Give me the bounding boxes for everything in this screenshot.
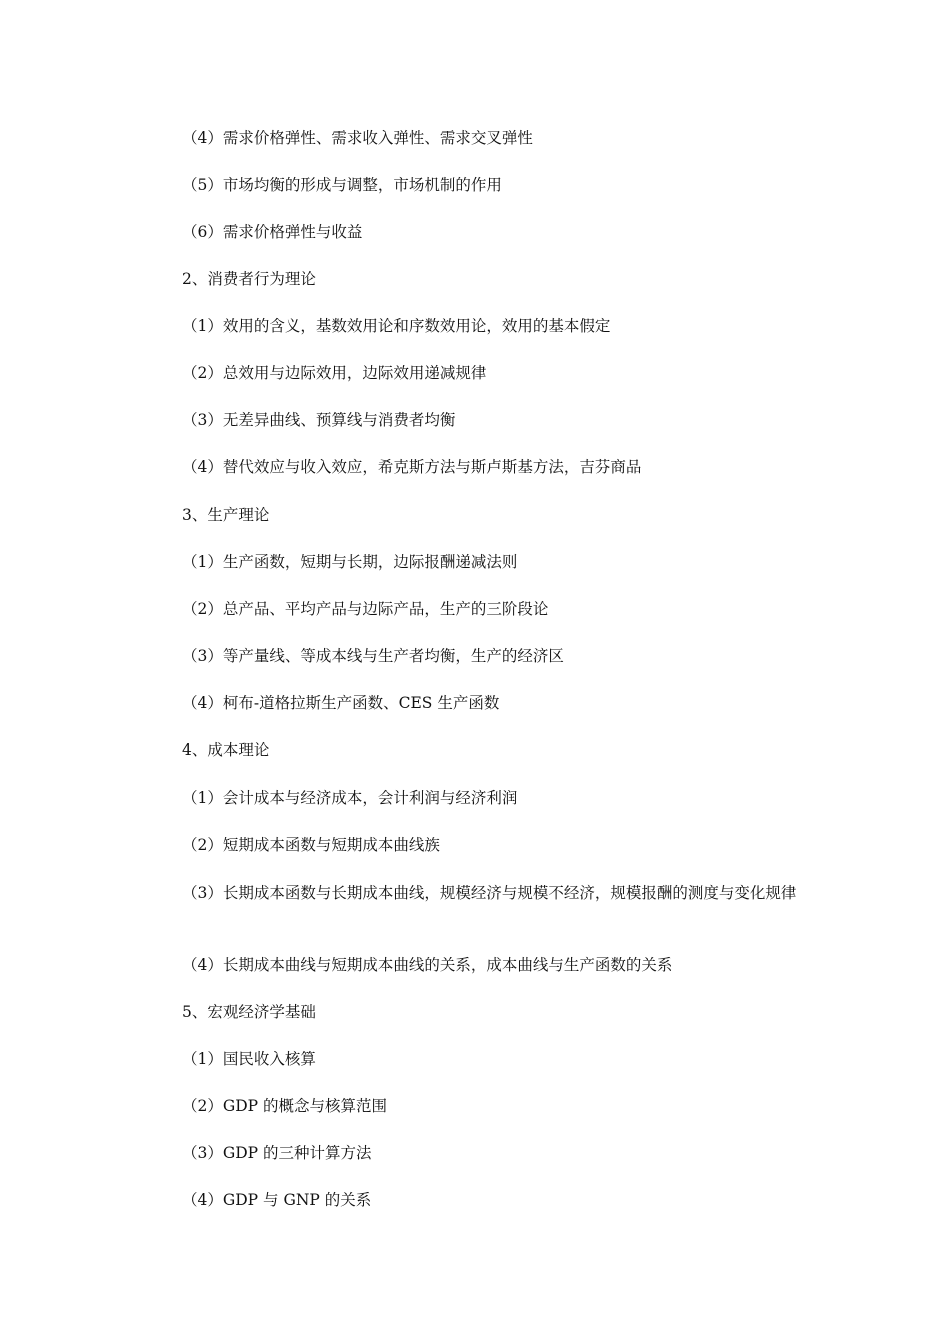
item-gdp-calculation-methods: （3）GDP 的三种计算方法 xyxy=(182,1144,372,1162)
item-accounting-economic-cost: （1）会计成本与经济成本，会计利润与经济利润 xyxy=(182,789,518,807)
item-short-run-cost: （2）短期成本函数与短期成本曲线族 xyxy=(182,836,440,854)
item-utility-meaning: （1）效用的含义，基数效用论和序数效用论，效用的基本假定 xyxy=(182,317,611,335)
item-long-short-cost-relation: （4）长期成本曲线与短期成本曲线的关系，成本曲线与生产函数的关系 xyxy=(182,956,673,974)
item-demand-elasticity: （4）需求价格弹性、需求收入弹性、需求交叉弹性 xyxy=(182,129,533,147)
item-total-average-marginal-product: （2）总产品、平均产品与边际产品，生产的三阶段论 xyxy=(182,600,549,618)
item-national-income-accounting: （1）国民收入核算 xyxy=(182,1050,316,1068)
item-production-function: （1）生产函数，短期与长期，边际报酬递减法则 xyxy=(182,553,518,571)
item-long-run-cost: （3）长期成本函数与长期成本曲线，规模经济与规模不经济，规模报酬的测度与变化规律 xyxy=(182,884,797,902)
item-elasticity-revenue: （6）需求价格弹性与收益 xyxy=(182,223,363,241)
item-market-equilibrium: （5）市场均衡的形成与调整，市场机制的作用 xyxy=(182,176,502,194)
section-heading-production-theory: 3、生产理论 xyxy=(182,506,270,524)
item-isoquant: （3）等产量线、等成本线与生产者均衡，生产的经济区 xyxy=(182,647,564,665)
item-indifference-curve: （3）无差异曲线、预算线与消费者均衡 xyxy=(182,411,456,429)
item-gdp-concept: （2）GDP 的概念与核算范围 xyxy=(182,1097,388,1115)
item-marginal-utility: （2）总效用与边际效用，边际效用递减规律 xyxy=(182,364,487,382)
item-substitution-income-effect: （4）替代效应与收入效应，希克斯方法与斯卢斯基方法，吉芬商品 xyxy=(182,458,642,476)
section-heading-cost-theory: 4、成本理论 xyxy=(182,741,270,759)
item-gdp-gnp-relation: （4）GDP 与 GNP 的关系 xyxy=(182,1191,372,1209)
section-heading-consumer-behavior: 2、消费者行为理论 xyxy=(182,270,316,288)
section-heading-macroeconomics: 5、宏观经济学基础 xyxy=(182,1003,316,1021)
item-cobb-douglas: （4）柯布-道格拉斯生产函数、CES 生产函数 xyxy=(182,694,500,712)
